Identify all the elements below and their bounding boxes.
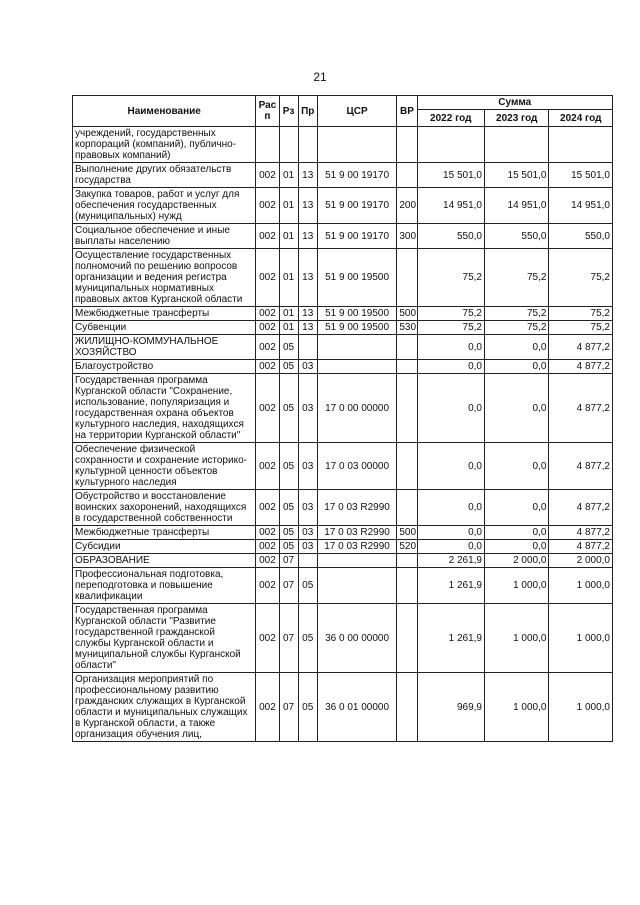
row-vr: 500 <box>397 307 417 321</box>
row-value-2023: 1 000,0 <box>484 568 548 604</box>
row-value-2022: 0,0 <box>417 335 484 360</box>
header-vr: ВР <box>397 96 417 127</box>
row-name: Межбюджетные трансферты <box>73 526 256 540</box>
header-csr: ЦСР <box>317 96 397 127</box>
row-rz: 05 <box>279 443 298 490</box>
row-name: Обустройство и восстановление воинских захоронений, находящихся в государственной собственности <box>73 490 256 526</box>
row-pr: 03 <box>298 526 317 540</box>
row-name: Социальное обеспечение и иные выплаты населению <box>73 224 256 249</box>
row-rasp: 002 <box>256 540 279 554</box>
row-value-2024: 1 000,0 <box>549 568 613 604</box>
page-number: 21 <box>313 70 327 84</box>
row-rasp: 002 <box>256 249 279 307</box>
header-sum: Сумма <box>417 96 613 110</box>
row-name: Субсидии <box>73 540 256 554</box>
row-value-2022: 0,0 <box>417 490 484 526</box>
row-pr: 05 <box>298 568 317 604</box>
table-row <box>73 360 613 374</box>
row-vr <box>397 443 417 490</box>
row-value-2022: 550,0 <box>417 224 484 249</box>
row-rz: 07 <box>279 568 298 604</box>
row-csr <box>317 554 397 568</box>
row-value-2024: 1 000,0 <box>549 673 613 742</box>
table-row <box>73 321 613 335</box>
row-name: Обеспечение физической сохранности и сохранение историко-культурной ценности объектов культурного наследия <box>73 443 256 490</box>
row-rasp: 002 <box>256 374 279 443</box>
row-rz: 01 <box>279 163 298 188</box>
row-name: Закупка товаров, работ и услуг для обеспечения государственных (муниципальных) нужд <box>73 188 256 224</box>
row-csr: 17 0 03 00000 <box>317 443 397 490</box>
row-value-2024: 4 877,2 <box>549 335 613 360</box>
table-row <box>73 188 613 224</box>
table-row <box>73 490 613 526</box>
row-name: Осуществление государственных полномочий по решению вопросов организации и ведения регистра муниципальных нормативных правовых актов Курганской области <box>73 249 256 307</box>
row-rasp: 002 <box>256 335 279 360</box>
table-row <box>73 526 613 540</box>
row-value-2022 <box>417 127 484 163</box>
row-pr: 03 <box>298 490 317 526</box>
row-value-2022: 0,0 <box>417 526 484 540</box>
row-value-2024: 4 877,2 <box>549 374 613 443</box>
row-vr: 520 <box>397 540 417 554</box>
row-pr <box>298 554 317 568</box>
row-value-2023: 0,0 <box>484 490 548 526</box>
header-pr: Пр <box>298 96 317 127</box>
row-csr: 17 0 00 00000 <box>317 374 397 443</box>
row-value-2024: 14 951,0 <box>549 188 613 224</box>
row-vr <box>397 604 417 673</box>
row-csr: 51 9 00 19170 <box>317 188 397 224</box>
row-pr: 13 <box>298 224 317 249</box>
header-2023: 2023 год <box>484 110 548 127</box>
row-csr <box>317 127 397 163</box>
row-value-2024: 4 877,2 <box>549 490 613 526</box>
row-rasp: 002 <box>256 360 279 374</box>
row-value-2022: 1 261,9 <box>417 604 484 673</box>
row-vr: 530 <box>397 321 417 335</box>
header-2024: 2024 год <box>549 110 613 127</box>
row-value-2024: 75,2 <box>549 249 613 307</box>
row-pr: 03 <box>298 374 317 443</box>
row-csr: 36 0 01 00000 <box>317 673 397 742</box>
row-pr: 13 <box>298 307 317 321</box>
row-value-2023 <box>484 127 548 163</box>
row-value-2023: 0,0 <box>484 335 548 360</box>
row-pr: 13 <box>298 188 317 224</box>
row-rz: 05 <box>279 335 298 360</box>
row-value-2023: 0,0 <box>484 360 548 374</box>
table-row <box>73 335 613 360</box>
row-vr <box>397 249 417 307</box>
row-value-2022: 0,0 <box>417 443 484 490</box>
row-rasp: 002 <box>256 443 279 490</box>
row-vr <box>397 374 417 443</box>
row-rasp: 002 <box>256 163 279 188</box>
table-row <box>73 249 613 307</box>
table-row <box>73 554 613 568</box>
row-vr <box>397 490 417 526</box>
row-rz: 05 <box>279 526 298 540</box>
row-value-2022: 0,0 <box>417 540 484 554</box>
row-value-2024: 4 877,2 <box>549 526 613 540</box>
row-rasp: 002 <box>256 490 279 526</box>
table-row <box>73 374 613 443</box>
row-value-2023: 0,0 <box>484 540 548 554</box>
row-value-2022: 14 951,0 <box>417 188 484 224</box>
row-rz: 05 <box>279 360 298 374</box>
row-csr: 51 9 00 19170 <box>317 224 397 249</box>
row-value-2023: 15 501,0 <box>484 163 548 188</box>
row-pr: 13 <box>298 249 317 307</box>
row-rasp: 002 <box>256 554 279 568</box>
row-value-2022: 969,9 <box>417 673 484 742</box>
row-value-2024: 4 877,2 <box>549 360 613 374</box>
table-row <box>73 163 613 188</box>
row-rz: 07 <box>279 604 298 673</box>
row-csr: 51 9 00 19500 <box>317 321 397 335</box>
row-vr <box>397 360 417 374</box>
row-csr: 51 9 00 19500 <box>317 307 397 321</box>
row-value-2022: 75,2 <box>417 307 484 321</box>
row-pr: 03 <box>298 540 317 554</box>
table-row <box>73 673 613 742</box>
row-value-2024: 550,0 <box>549 224 613 249</box>
row-rz: 07 <box>279 673 298 742</box>
row-value-2022: 15 501,0 <box>417 163 484 188</box>
row-value-2023: 0,0 <box>484 443 548 490</box>
row-value-2023: 0,0 <box>484 374 548 443</box>
row-value-2022: 0,0 <box>417 360 484 374</box>
row-csr <box>317 335 397 360</box>
budget-table <box>72 95 613 742</box>
header-2022: 2022 год <box>417 110 484 127</box>
row-pr: 03 <box>298 360 317 374</box>
row-rz: 07 <box>279 554 298 568</box>
table-row <box>73 568 613 604</box>
row-rasp: 002 <box>256 307 279 321</box>
row-value-2024: 15 501,0 <box>549 163 613 188</box>
row-value-2022: 2 261,9 <box>417 554 484 568</box>
row-value-2024: 4 877,2 <box>549 540 613 554</box>
row-value-2024: 1 000,0 <box>549 604 613 673</box>
row-csr: 17 0 03 R2990 <box>317 526 397 540</box>
row-csr: 17 0 03 R2990 <box>317 540 397 554</box>
row-rz: 01 <box>279 188 298 224</box>
row-name: Государственная программа Курганской области "Развитие государственной гражданской службы Курганской области и муниципальной службы Курганской области" <box>73 604 256 673</box>
row-pr: 05 <box>298 673 317 742</box>
row-rz: 05 <box>279 540 298 554</box>
row-value-2022: 75,2 <box>417 249 484 307</box>
row-value-2023: 550,0 <box>484 224 548 249</box>
row-rasp: 002 <box>256 188 279 224</box>
row-value-2022: 75,2 <box>417 321 484 335</box>
row-csr: 36 0 00 00000 <box>317 604 397 673</box>
row-rz: 01 <box>279 307 298 321</box>
row-pr: 03 <box>298 443 317 490</box>
row-csr: 51 9 00 19170 <box>317 163 397 188</box>
table-row <box>73 540 613 554</box>
row-name: Государственная программа Курганской области "Сохранение, использование, популяризация и государственная охрана объектов культурного наследия, находящихся на территории Курганской области" <box>73 374 256 443</box>
row-name: Организация мероприятий по профессиональному развитию гражданских служащих в Курганской области и муниципальных служащих в Курганской области, а также организация обучения лиц, <box>73 673 256 742</box>
row-vr: 500 <box>397 526 417 540</box>
row-value-2024: 4 877,2 <box>549 443 613 490</box>
row-value-2023: 14 951,0 <box>484 188 548 224</box>
row-name: Благоустройство <box>73 360 256 374</box>
row-rz: 01 <box>279 224 298 249</box>
row-rasp: 002 <box>256 224 279 249</box>
row-rz: 05 <box>279 490 298 526</box>
row-vr: 200 <box>397 188 417 224</box>
row-pr <box>298 335 317 360</box>
row-rz: 01 <box>279 321 298 335</box>
table-row <box>73 127 613 163</box>
row-name: Субвенции <box>73 321 256 335</box>
row-value-2023: 75,2 <box>484 249 548 307</box>
row-value-2023: 2 000,0 <box>484 554 548 568</box>
header-rasp: Рас п <box>256 96 279 127</box>
row-vr <box>397 163 417 188</box>
row-csr <box>317 360 397 374</box>
row-rasp: 002 <box>256 604 279 673</box>
row-name: Межбюджетные трансферты <box>73 307 256 321</box>
row-vr <box>397 335 417 360</box>
row-rz: 01 <box>279 249 298 307</box>
row-value-2024: 75,2 <box>549 321 613 335</box>
row-name: ОБРАЗОВАНИЕ <box>73 554 256 568</box>
row-csr: 51 9 00 19500 <box>317 249 397 307</box>
row-pr <box>298 127 317 163</box>
row-name: Профессиональная подготовка, переподготовка и повышение квалификации <box>73 568 256 604</box>
table-row <box>73 604 613 673</box>
row-name: ЖИЛИЩНО-КОММУНАЛЬНОЕ ХОЗЯЙСТВО <box>73 335 256 360</box>
row-pr: 13 <box>298 321 317 335</box>
row-value-2024 <box>549 127 613 163</box>
row-value-2024: 75,2 <box>549 307 613 321</box>
row-value-2022: 1 261,9 <box>417 568 484 604</box>
row-vr <box>397 554 417 568</box>
row-rz: 05 <box>279 374 298 443</box>
row-csr <box>317 568 397 604</box>
row-vr <box>397 568 417 604</box>
row-vr <box>397 673 417 742</box>
header-rz: Рз <box>279 96 298 127</box>
row-value-2023: 1 000,0 <box>484 604 548 673</box>
row-rz <box>279 127 298 163</box>
row-value-2023: 0,0 <box>484 526 548 540</box>
table-row <box>73 443 613 490</box>
row-value-2023: 1 000,0 <box>484 673 548 742</box>
row-value-2022: 0,0 <box>417 374 484 443</box>
row-pr: 05 <box>298 604 317 673</box>
row-rasp: 002 <box>256 568 279 604</box>
row-vr: 300 <box>397 224 417 249</box>
row-rasp: 002 <box>256 321 279 335</box>
row-vr <box>397 127 417 163</box>
table-body <box>73 127 613 742</box>
table-row <box>73 307 613 321</box>
row-rasp <box>256 127 279 163</box>
row-csr: 17 0 03 R2990 <box>317 490 397 526</box>
row-pr: 13 <box>298 163 317 188</box>
row-value-2024: 2 000,0 <box>549 554 613 568</box>
table-row <box>73 224 613 249</box>
header-name: Наименование <box>73 96 256 127</box>
row-value-2023: 75,2 <box>484 321 548 335</box>
row-value-2023: 75,2 <box>484 307 548 321</box>
row-rasp: 002 <box>256 673 279 742</box>
row-rasp: 002 <box>256 526 279 540</box>
row-name: учреждений, государственных корпораций (компаний), публично-правовых компаний) <box>73 127 256 163</box>
row-name: Выполнение других обязательств государства <box>73 163 256 188</box>
